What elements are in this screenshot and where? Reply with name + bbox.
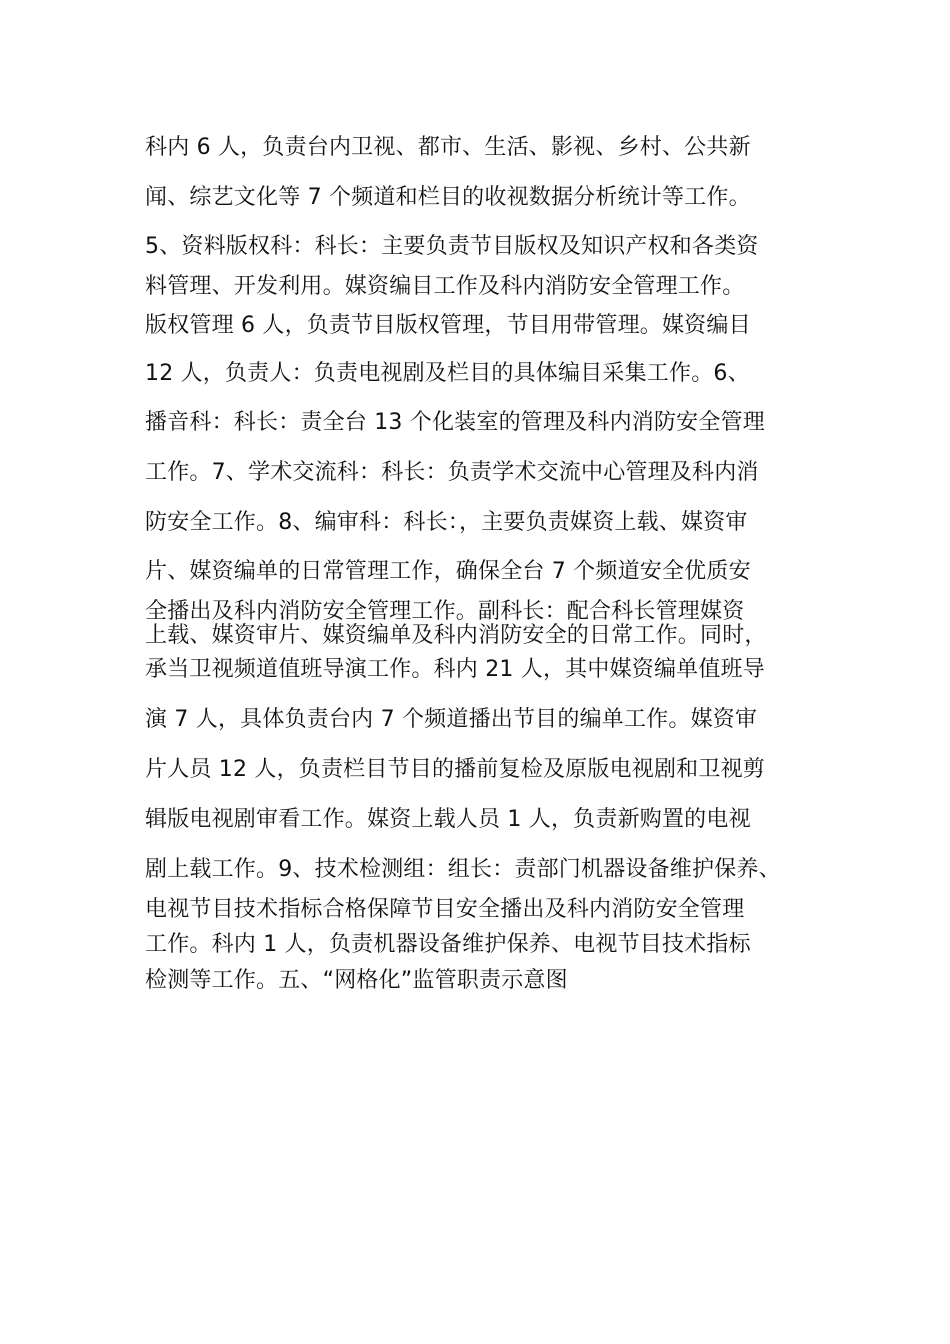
text-line: 工作。7、学术交流科：科长：负责学术交流中心管理及科内消 — [145, 460, 759, 485]
text-line: 5、资料版权科：科长：主要负责节目版权及知识产权和各类资 — [145, 234, 759, 259]
text-line: 片人员 12 人，负责栏目节目的播前复检及原版电视剧和卫视剪 — [145, 757, 765, 782]
text-line: 辑版电视剧审看工作。媒资上载人员 1 人，负责新购置的电视 — [145, 807, 751, 832]
text-line: 闻、综艺文化等 7 个频道和栏目的收视数据分析统计等工作。 — [145, 185, 751, 210]
text-line: 播音科：科长：责全台 13 个化装室的管理及科内消防安全管理 — [145, 410, 765, 435]
text-line: 电视节目技术指标合格保障节目安全播出及科内消防安全管理 — [145, 897, 745, 922]
text-line: 工作。科内 1 人，负责机器设备维护保养、电视节目技术指标 — [145, 932, 751, 957]
text-line: 料管理、开发利用。媒资编目工作及科内消防安全管理工作。 — [145, 274, 745, 299]
text-line: 版权管理 6 人，负责节目版权管理，节目用带管理。媒资编目 — [145, 313, 751, 338]
text-line: 全播出及科内消防安全管理工作。副科长：配合科长管理媒资 — [145, 599, 745, 624]
text-line: 剧上载工作。9、技术检测组：组长：责部门机器设备维护保养、 — [145, 857, 781, 882]
text-line: 上载、媒资审片、媒资编单及科内消防安全的日常工作。同时， — [145, 623, 767, 648]
text-line: 演 7 人，具体负责台内 7 个频道播出节目的编单工作。媒资审 — [145, 707, 758, 732]
text-line: 承当卫视频道值班导演工作。科内 21 人，其中媒资编单值班导 — [145, 657, 765, 682]
text-line: 防安全工作。8、编审科：科长：，主要负责媒资上载、媒资审 — [145, 510, 748, 535]
text-line: 科内 6 人，负责台内卫视、都市、生活、影视、乡村、公共新 — [145, 135, 751, 160]
text-line: 检测等工作。五、“网格化”监管职责示意图 — [145, 968, 568, 993]
text-line: 12 人，负责人：负责电视剧及栏目的具体编目采集工作。6、 — [145, 361, 750, 386]
text-line: 片、媒资编单的日常管理工作，确保全台 7 个频道安全优质安 — [145, 559, 751, 584]
